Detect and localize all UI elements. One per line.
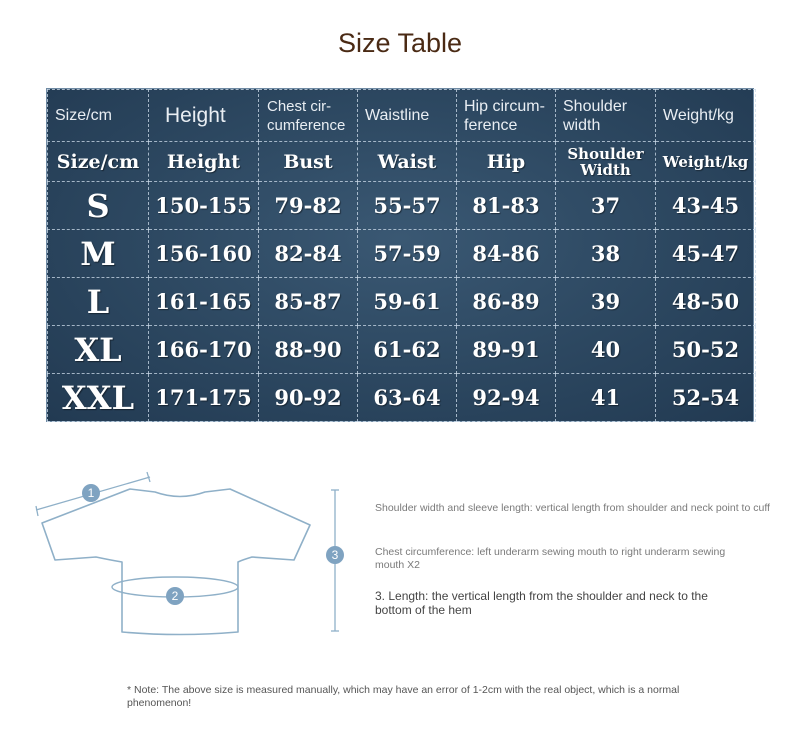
shoulder-cell: 38: [556, 230, 656, 278]
table-row: [48, 278, 756, 326]
hip-cell: 86-89: [457, 278, 556, 326]
measurement-footnote: * Note: The above size is measured manually, which may have an error of 1-2cm with the real object, which is a normal phenomenon!: [127, 684, 680, 709]
header-shoulder-top: Shoulder width: [556, 90, 656, 142]
header-chest-top: Chest cir- cumference: [259, 90, 358, 142]
hip-cell: 84-86: [457, 230, 556, 278]
size-cell: XL: [48, 326, 149, 374]
note-chest: Chest circumference: left underarm sewing mouth to right underarm sewing mouth X2: [375, 546, 726, 571]
weight-cell: 43-45: [656, 182, 756, 230]
hip-cell: 81-83: [457, 182, 556, 230]
waist-cell: 55-57: [358, 182, 457, 230]
height-cell: 156-160: [149, 230, 259, 278]
size-table: [46, 88, 754, 422]
waist-cell: 57-59: [358, 230, 457, 278]
waist-cell: 61-62: [358, 326, 457, 374]
header-weight-top: Weight/kg: [656, 90, 756, 142]
marker-2-icon: [166, 587, 184, 605]
marker-3-icon: [326, 546, 344, 564]
weight-cell: 50-52: [656, 326, 756, 374]
hip-cell: 92-94: [457, 374, 556, 422]
header-size-top: Size/cm: [48, 90, 149, 142]
header-height: Height: [149, 142, 259, 182]
header-waist-top: Waistline: [358, 90, 457, 142]
svg-text:1: 1: [87, 486, 95, 500]
shoulder-cell: 41: [556, 374, 656, 422]
garment-measurement-diagram: [30, 465, 360, 645]
note-length: 3. Length: the vertical length from the shoulder and neck to the bottom of the hem: [375, 589, 708, 617]
size-cell: L: [48, 278, 149, 326]
svg-text:2: 2: [171, 589, 179, 603]
header-height-top: Height: [149, 90, 259, 142]
shoulder-cell: 37: [556, 182, 656, 230]
header-row-top: [48, 90, 756, 142]
header-waist: Waist: [358, 142, 457, 182]
shirt-outline-icon: [42, 489, 310, 635]
weight-cell: 52-54: [656, 374, 756, 422]
header-row: [48, 142, 756, 182]
svg-text:3: 3: [331, 548, 339, 562]
table-row: [48, 182, 756, 230]
hip-cell: 89-91: [457, 326, 556, 374]
height-cell: 171-175: [149, 374, 259, 422]
note-shoulder: Shoulder width and sleeve length: vertical length from shoulder and neck point to cuff: [375, 502, 770, 514]
waist-cell: 63-64: [358, 374, 457, 422]
header-hip: Hip: [457, 142, 556, 182]
header-weight: Weight/kg: [656, 142, 756, 182]
table-row: [48, 374, 756, 422]
header-size: Size/cm: [48, 142, 149, 182]
header-bust: Bust: [259, 142, 358, 182]
bust-cell: 90-92: [259, 374, 358, 422]
bust-cell: 82-84: [259, 230, 358, 278]
bust-cell: 85-87: [259, 278, 358, 326]
table-row: [48, 230, 756, 278]
weight-cell: 48-50: [656, 278, 756, 326]
page-title: Size Table: [337, 28, 463, 58]
size-cell: XXL: [48, 374, 149, 422]
waist-cell: 59-61: [358, 278, 457, 326]
marker-1-icon: [82, 484, 100, 502]
height-cell: 166-170: [149, 326, 259, 374]
header-hip-top: Hip circum- ference: [457, 90, 556, 142]
size-cell: M: [48, 230, 149, 278]
bust-cell: 79-82: [259, 182, 358, 230]
weight-cell: 45-47: [656, 230, 756, 278]
height-cell: 161-165: [149, 278, 259, 326]
size-cell: S: [48, 182, 149, 230]
bust-cell: 88-90: [259, 326, 358, 374]
height-cell: 150-155: [149, 182, 259, 230]
table-row: [48, 326, 756, 374]
shoulder-cell: 39: [556, 278, 656, 326]
shoulder-cell: 40: [556, 326, 656, 374]
header-shoulder: Shoulder Width: [556, 142, 656, 182]
